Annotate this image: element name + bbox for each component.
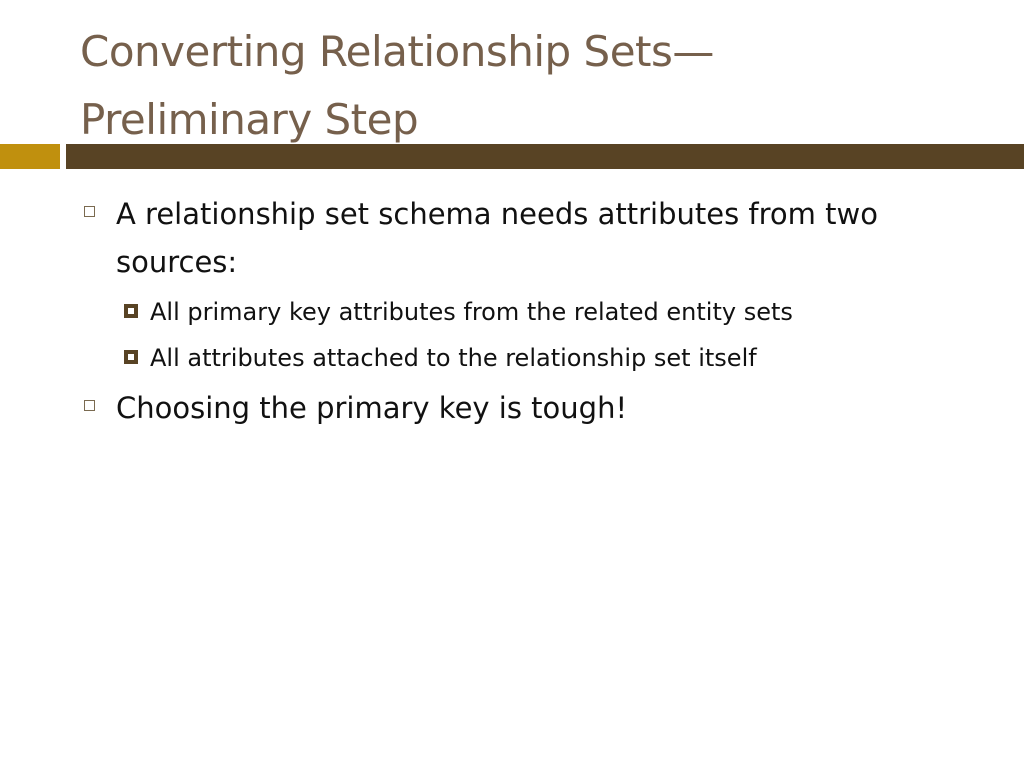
bullet-item xyxy=(80,384,980,432)
slide-title-line-2: Preliminary Step xyxy=(80,95,419,144)
accent-bar-brown xyxy=(66,144,1024,169)
hollow-square-bullet-icon xyxy=(84,400,95,411)
slide-content xyxy=(80,190,980,438)
sub-bullet-text: All primary key attributes from the related entity sets xyxy=(150,298,793,326)
slide-title xyxy=(80,18,980,154)
filled-square-bullet-icon xyxy=(124,304,138,318)
accent-bar-gold xyxy=(0,144,60,169)
bullet-item xyxy=(80,190,980,286)
sub-bullet-item xyxy=(80,292,980,332)
bullet-text: A relationship set schema needs attributes from two sources: xyxy=(116,197,878,279)
bullet-text: Choosing the primary key is tough! xyxy=(116,391,628,425)
sub-bullet-item xyxy=(80,338,980,378)
slide-title-line-1: Converting Relationship Sets— xyxy=(80,27,714,76)
filled-square-bullet-icon xyxy=(124,350,138,364)
sub-bullet-text: All attributes attached to the relationship set itself xyxy=(150,344,757,372)
hollow-square-bullet-icon xyxy=(84,206,95,217)
